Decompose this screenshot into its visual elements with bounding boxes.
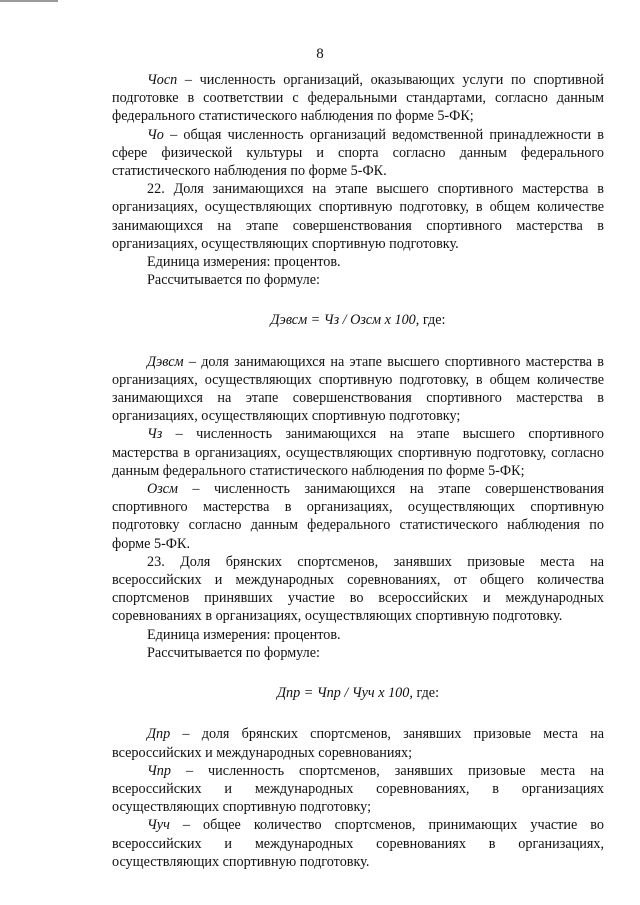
definition-chz: [112, 425, 604, 480]
definition-ozsm: [112, 480, 604, 553]
term-chz: Чз: [147, 426, 163, 443]
definition-text: – доля занимающихся на этапе высшего спортивного мастерства в организациях, осуществляющих спортивную подготовку, в общем количестве занимающихся на этапе совершенствования спортивного мастерства в организациях, осуществляющих спортивную подготовку;: [112, 353, 604, 425]
term-cho: Чо: [147, 126, 164, 143]
indicator-23-title: 23. Доля брянских спортсменов, занявших призовые места на всероссийских и международных соревнованиях, от общего количества спортсменов принявших участие во всероссийских и международных соревнованиях в организациях, осуществляющих спортивную подготовку.: [112, 553, 604, 625]
definition-chuch: [112, 816, 604, 871]
definition-chpr: [112, 762, 604, 817]
term-chpr: Чпр: [147, 762, 171, 779]
indicator-22-title: 22. Доля занимающихся на этапе высшего спортивного мастерства в организациях, осуществляющих спортивную подготовку, в общем количестве занимающихся на этапе совершенствования спортивного мастерства в организациях, осуществляющих спортивную подготовку.: [112, 181, 604, 252]
indicator-23-unit: Единица измерения: процентов.: [147, 626, 341, 643]
formula-expression: Дпр = Чпр / Чуч х 100,: [276, 685, 413, 702]
indicator-22-formula-intro: Рассчитывается по формуле:: [147, 272, 320, 289]
document-body: [112, 71, 604, 871]
definition-devsm: [112, 353, 604, 426]
definition-text: – численность спортсменов, занявших призовые места на всероссийских и международных соревнованиях, в организациях осуществляющих спортивную подготовку;: [112, 762, 604, 816]
definition-text: – численность организаций, оказывающих услуги по спортивной подготовке в соответствии с федеральными стандартами, согласно данным федерального статистического наблюдения по форме 5-ФК;: [112, 72, 604, 125]
term-chuch: Чуч: [147, 817, 170, 834]
definition-text: – численность занимающихся на этапе высшего спортивного мастерства в организациях, осуществляющих спортивную подготовку, согласно данным федерального статистического наблюдения по форме 5-ФК;: [112, 426, 604, 479]
definition-text: – общая численность организаций ведомственной принадлежности в сфере физической культуры и спорта согласно данным федерального статистического наблюдения по форме 5-ФК.: [112, 126, 604, 180]
page-number: 8: [316, 46, 324, 62]
definition-chosp: [112, 71, 604, 126]
definition-dpr: [112, 725, 604, 761]
formula-expression: Дэвсм = Чз / Озсм х 100,: [270, 312, 420, 329]
definition-cho: [112, 126, 604, 181]
term-dpr: Дпр: [147, 726, 171, 743]
term-devsm: Дэвсм: [147, 353, 184, 370]
definition-text: – доля брянских спортсменов, занявших призовые места на всероссийских и международных соревнованиях;: [112, 726, 604, 761]
indicator-23-formula-intro: Рассчитывается по формуле:: [147, 644, 320, 661]
formula-suffix: где:: [412, 685, 440, 702]
indicator-22-unit: Единица измерения: процентов.: [147, 254, 341, 271]
indicator-22-formula: [112, 311, 604, 329]
formula-suffix: где:: [419, 312, 446, 329]
top-edge-rule: [0, 0, 58, 2]
term-ozsm: Озсм: [147, 481, 178, 498]
term-chosp: Чосп: [147, 72, 178, 88]
definition-text: – численность занимающихся на этапе совершенствования спортивного мастерства в организациях, осуществляющих спортивную подготовку согласно данным федерального статистического наблюдения по форме 5-ФК.: [112, 481, 604, 552]
indicator-23-formula: [112, 684, 604, 702]
definition-text: – общее количество спортсменов, принимающих участие во всероссийских и международных соревнованиях в организациях, осуществляющих спортивную подготовку.: [112, 817, 604, 870]
